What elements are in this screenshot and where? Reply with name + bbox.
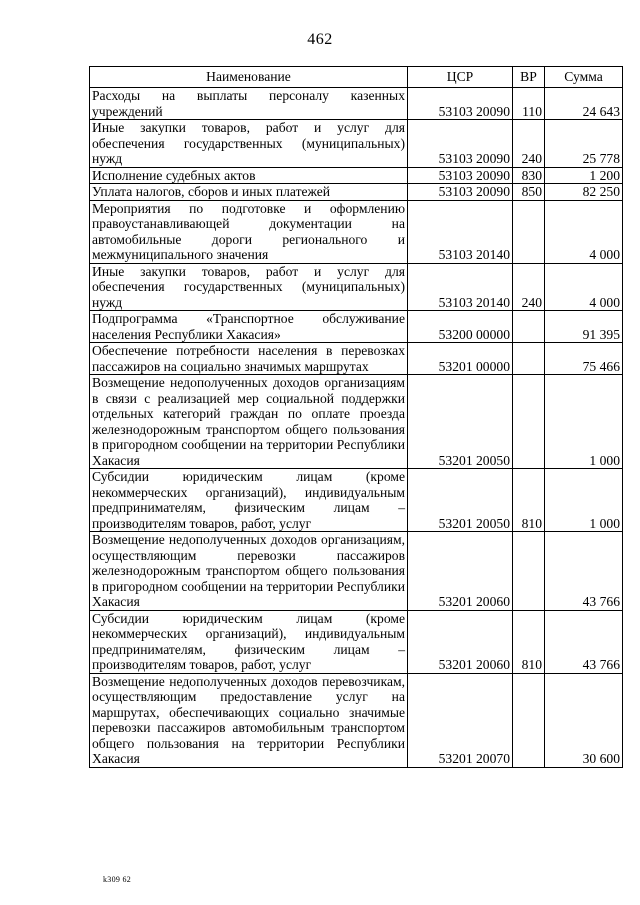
table-row bbox=[90, 184, 623, 201]
row-name-cell: Обеспечение потребности населения в перевозках пассажиров на социально значимых маршрутах bbox=[90, 343, 408, 375]
row-csr-cell: 53200 00000 bbox=[408, 311, 513, 343]
row-sum-cell: 91 395 bbox=[545, 311, 623, 343]
row-sum-cell: 30 600 bbox=[545, 673, 623, 767]
header-sum: Сумма bbox=[545, 67, 623, 88]
row-name-cell: Уплата налогов, сборов и иных платежей bbox=[90, 184, 408, 201]
row-name-cell: Исполнение судебных актов bbox=[90, 167, 408, 184]
row-vr-cell bbox=[513, 200, 545, 263]
row-vr-cell: 240 bbox=[513, 263, 545, 311]
table-row bbox=[90, 200, 623, 263]
row-name-cell: Возмещение недополученных доходов перевозчикам, осуществляющим предоставление услуг на маршрутах, обеспечивающих социально значимые перевозки пассажиров автомобильным транспортом общего пользования на территории Республики Хакасия bbox=[90, 673, 408, 767]
row-vr-cell: 810 bbox=[513, 469, 545, 532]
row-name-cell: Субсидии юридическим лицам (кроме некоммерческих организаций), индивидуальным предпринимателям, физическим лицам – производителям товаров, работ, услуг bbox=[90, 469, 408, 532]
header-vr: ВР bbox=[513, 67, 545, 88]
row-csr-cell: 53103 20090 bbox=[408, 184, 513, 201]
header-name: Наименование bbox=[90, 67, 408, 88]
budget-table bbox=[89, 66, 623, 768]
row-csr-cell: 53103 20090 bbox=[408, 88, 513, 120]
table-row bbox=[90, 673, 623, 767]
row-sum-cell: 1 000 bbox=[545, 375, 623, 469]
table-row bbox=[90, 120, 623, 168]
table-row bbox=[90, 263, 623, 311]
row-name-cell: Субсидии юридическим лицам (кроме некоммерческих организаций), индивидуальным предпринимателям, физическим лицам – производителям товаров, работ, услуг bbox=[90, 610, 408, 673]
page-number: 462 bbox=[307, 31, 333, 48]
table-row bbox=[90, 532, 623, 611]
row-vr-cell: 850 bbox=[513, 184, 545, 201]
table-row bbox=[90, 88, 623, 120]
row-vr-cell: 110 bbox=[513, 88, 545, 120]
row-sum-cell: 25 778 bbox=[545, 120, 623, 168]
row-vr-cell bbox=[513, 343, 545, 375]
row-sum-cell: 1 000 bbox=[545, 469, 623, 532]
table-body bbox=[90, 88, 623, 768]
row-csr-cell: 53201 20050 bbox=[408, 375, 513, 469]
table-header-row bbox=[90, 67, 623, 88]
table-row bbox=[90, 469, 623, 532]
row-vr-cell: 240 bbox=[513, 120, 545, 168]
row-csr-cell: 53103 20090 bbox=[408, 167, 513, 184]
table-row bbox=[90, 343, 623, 375]
header-csr: ЦСР bbox=[408, 67, 513, 88]
row-csr-cell: 53103 20140 bbox=[408, 200, 513, 263]
table-row bbox=[90, 610, 623, 673]
row-csr-cell: 53201 20060 bbox=[408, 610, 513, 673]
row-sum-cell: 43 766 bbox=[545, 610, 623, 673]
row-sum-cell: 75 466 bbox=[545, 343, 623, 375]
row-csr-cell: 53201 00000 bbox=[408, 343, 513, 375]
table-row bbox=[90, 167, 623, 184]
row-name-cell: Возмещение недополученных доходов организациям, осуществляющим перевозки пассажиров железнодорожным транспортом общего пользования в пригородном сообщении на территории Республики Хакасия bbox=[90, 532, 408, 611]
table-row bbox=[90, 311, 623, 343]
row-vr-cell bbox=[513, 311, 545, 343]
row-vr-cell bbox=[513, 673, 545, 767]
row-name-cell: Возмещение недополученных доходов организациям в связи с реализацией мер социальной поддержки отдельных категорий граждан по оплате проезда железнодорожным транспортом общего пользования в пригородном сообщении на территории Республики Хакасия bbox=[90, 375, 408, 469]
row-csr-cell: 53103 20090 bbox=[408, 120, 513, 168]
row-sum-cell: 24 643 bbox=[545, 88, 623, 120]
row-sum-cell: 1 200 bbox=[545, 167, 623, 184]
row-sum-cell: 82 250 bbox=[545, 184, 623, 201]
row-sum-cell: 4 000 bbox=[545, 200, 623, 263]
row-name-cell: Мероприятия по подготовке и оформлению правоустанавливающей документации на автомобильные дороги регионального и межмуниципального значения bbox=[90, 200, 408, 263]
table-row bbox=[90, 375, 623, 469]
row-vr-cell: 810 bbox=[513, 610, 545, 673]
row-name-cell: Иные закупки товаров, работ и услуг для обеспечения государственных (муниципальных) нужд bbox=[90, 120, 408, 168]
row-sum-cell: 43 766 bbox=[545, 532, 623, 611]
row-name-cell: Подпрограмма «Транспортное обслуживание населения Республики Хакасия» bbox=[90, 311, 408, 343]
row-csr-cell: 53201 20060 bbox=[408, 532, 513, 611]
row-csr-cell: 53201 20050 bbox=[408, 469, 513, 532]
row-vr-cell: 830 bbox=[513, 167, 545, 184]
row-sum-cell: 4 000 bbox=[545, 263, 623, 311]
row-csr-cell: 53103 20140 bbox=[408, 263, 513, 311]
row-csr-cell: 53201 20070 bbox=[408, 673, 513, 767]
row-name-cell: Иные закупки товаров, работ и услуг для обеспечения государственных (муниципальных) нужд bbox=[90, 263, 408, 311]
row-name-cell: Расходы на выплаты персоналу казенных учреждений bbox=[90, 88, 408, 120]
row-vr-cell bbox=[513, 532, 545, 611]
row-vr-cell bbox=[513, 375, 545, 469]
footer-code: k309 62 bbox=[103, 875, 132, 884]
